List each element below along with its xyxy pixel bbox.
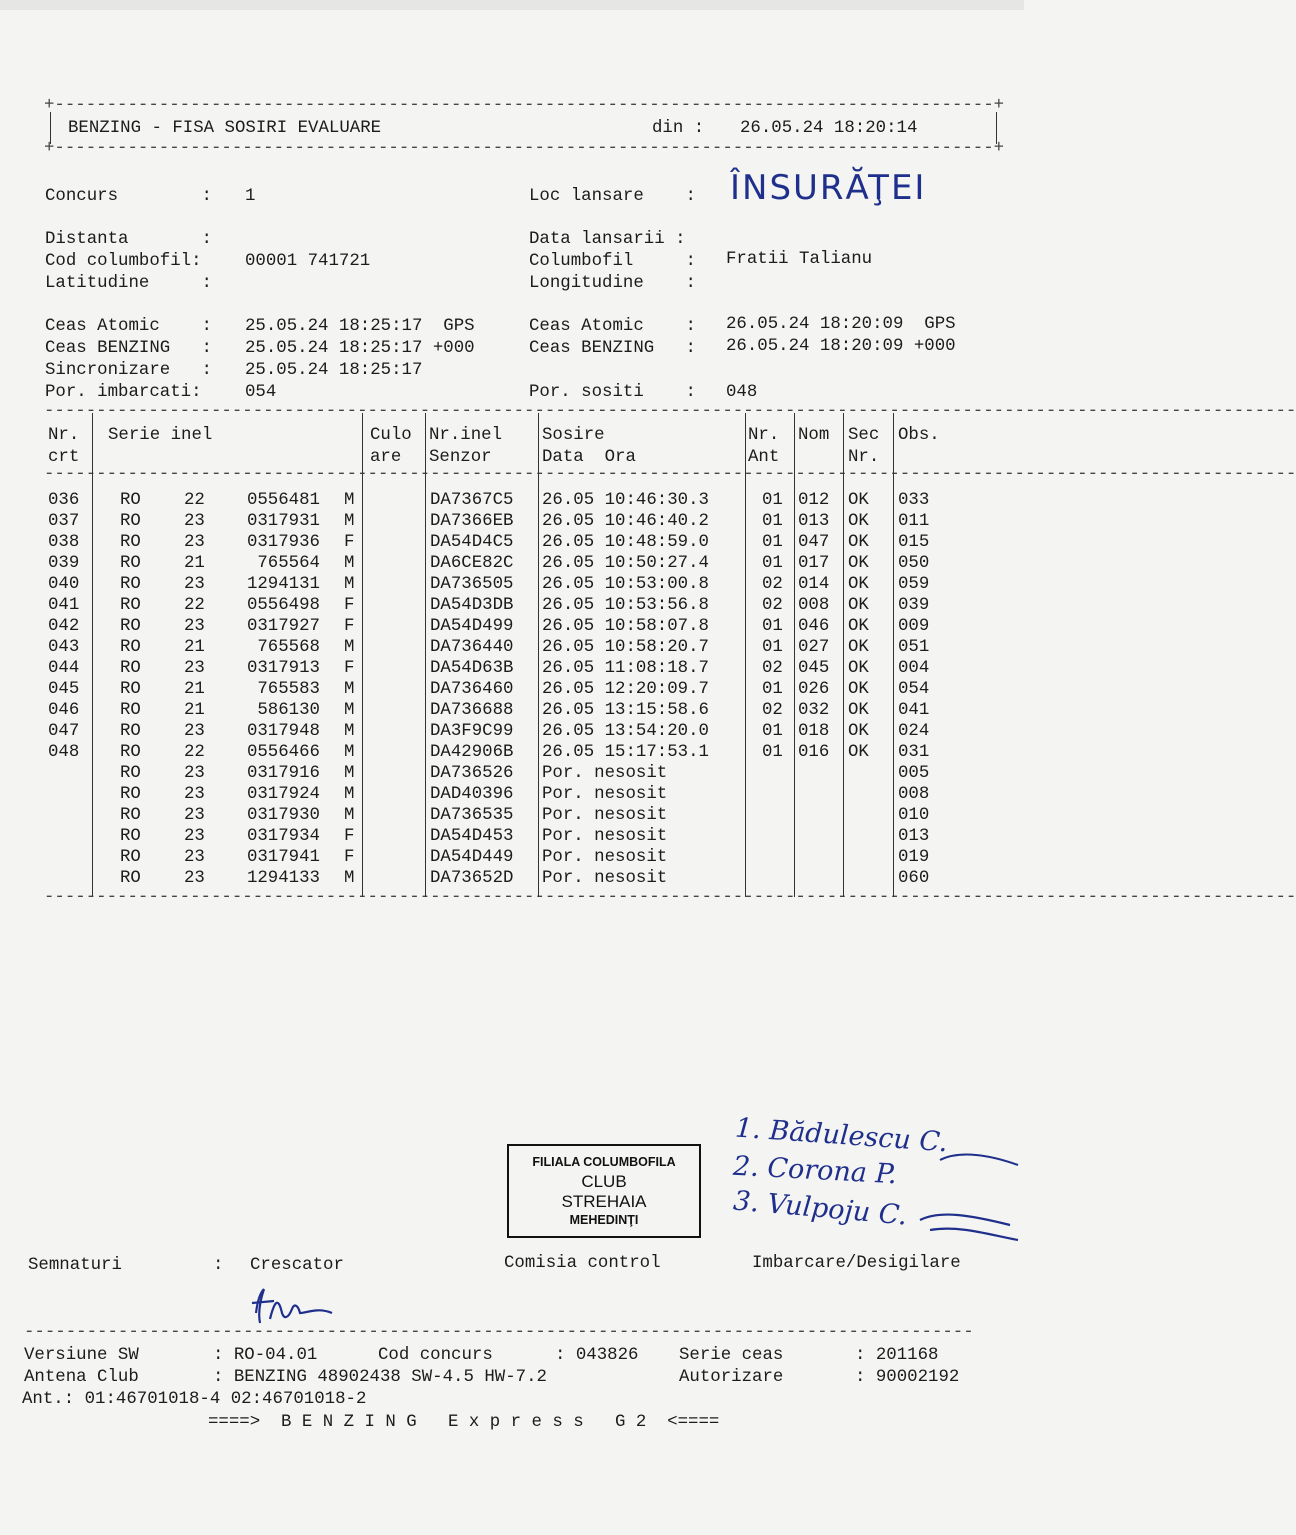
table-cell-nr: 039 xyxy=(48,554,80,573)
table-header-nom1: Nom xyxy=(798,426,830,445)
table-cell-nr: 043 xyxy=(48,638,80,657)
table-column-divider xyxy=(745,413,746,897)
table-cell-sosire: 26.05 15:17:53.1 xyxy=(542,743,709,762)
columbofil-label: Columbofil : xyxy=(529,252,696,271)
cod-columbofil-label: Cod columbofil: xyxy=(45,252,202,271)
table-cell-tara: RO xyxy=(120,512,141,531)
table-bottom-rule: ------------------------------------------------------------------------------------------------------------------------ xyxy=(44,888,1296,907)
table-cell-nom: 014 xyxy=(798,575,830,594)
table-cell-an: 23 xyxy=(184,869,205,888)
table-cell-senzor: DA3F9C99 xyxy=(430,722,514,741)
table-header-culo2: are xyxy=(370,448,402,467)
table-cell-ant: 01 xyxy=(762,743,783,762)
table-cell-an: 23 xyxy=(184,575,205,594)
table-cell-an: 23 xyxy=(184,533,205,552)
table-cell-ant: 01 xyxy=(762,722,783,741)
ceas-benzing-1-label: Ceas BENZING : xyxy=(45,339,212,358)
table-cell-sex: M xyxy=(344,785,355,804)
table-cell-inel: 0317934 xyxy=(246,827,320,846)
table-cell-inel: 1294131 xyxy=(246,575,320,594)
table-cell-nr: 036 xyxy=(48,491,80,510)
table-cell-senzor: DA54D449 xyxy=(430,848,514,867)
table-cell-sex: M xyxy=(344,638,355,657)
stamp-line-4: MEHEDINŢI xyxy=(569,1213,639,1227)
table-cell-inel: 0317941 xyxy=(246,848,320,867)
table-cell-sec: OK xyxy=(848,680,869,699)
table-cell-sex: M xyxy=(344,680,355,699)
table-cell-nr: 048 xyxy=(48,743,80,762)
latitudine-label: Latitudine : xyxy=(45,274,212,293)
table-cell-an: 22 xyxy=(184,743,205,762)
table-cell-nom: 026 xyxy=(798,680,830,699)
table-header-sec2: Nr. xyxy=(848,448,880,467)
table-cell-sex: M xyxy=(344,575,355,594)
table-column-divider xyxy=(92,413,93,897)
concurs-value: 1 xyxy=(245,187,256,206)
table-cell-inel: 0317948 xyxy=(246,722,320,741)
table-cell-inel: 0556481 xyxy=(246,491,320,510)
table-cell-tara: RO xyxy=(120,806,141,825)
table-cell-ant: 01 xyxy=(762,680,783,699)
table-header-serie: Serie inel xyxy=(108,426,213,445)
handwritten-commission-2: 2. Corona P. xyxy=(732,1150,898,1191)
table-cell-obs: 013 xyxy=(898,827,930,846)
table-cell-sosire: Por. nesosit xyxy=(542,848,668,867)
table-cell-nom: 032 xyxy=(798,701,830,720)
table-cell-sec: OK xyxy=(848,575,869,594)
table-header-nrinel2: Senzor xyxy=(429,448,492,467)
table-cell-senzor: DA54D3DB xyxy=(430,596,514,615)
table-cell-an: 22 xyxy=(184,491,205,510)
table-cell-sex: F xyxy=(344,659,355,678)
table-cell-ant: 01 xyxy=(762,638,783,657)
table-cell-obs: 033 xyxy=(898,491,930,510)
table-cell-sex: F xyxy=(344,617,355,636)
table-header-ant2: Ant xyxy=(748,448,780,467)
table-cell-an: 23 xyxy=(184,827,205,846)
table-column-divider xyxy=(425,413,426,897)
table-cell-obs: 004 xyxy=(898,659,930,678)
table-cell-sosire: Por. nesosit xyxy=(542,785,668,804)
antena-label: Antena Club xyxy=(24,1368,139,1387)
signatures-colon: : xyxy=(213,1256,224,1275)
table-cell-tara: RO xyxy=(120,827,141,846)
por-imbarcati-label: Por. imbarcati: xyxy=(45,383,202,402)
table-cell-inel: 0317927 xyxy=(246,617,320,636)
table-cell-sosire: 26.05 10:46:40.2 xyxy=(542,512,709,531)
table-column-divider xyxy=(843,413,844,897)
table-cell-ant: 02 xyxy=(762,701,783,720)
table-cell-sec: OK xyxy=(848,596,869,615)
table-header-rule: ------------------------------------------------------------------------------------------------------------------------ xyxy=(44,465,1296,484)
table-cell-sex: M xyxy=(344,512,355,531)
table-cell-sec: OK xyxy=(848,491,869,510)
table-cell-obs: 039 xyxy=(898,596,930,615)
table-cell-senzor: DA6CE82C xyxy=(430,554,514,573)
table-cell-obs: 054 xyxy=(898,680,930,699)
table-cell-sex: F xyxy=(344,533,355,552)
table-cell-sec: OK xyxy=(848,554,869,573)
table-cell-nom: 013 xyxy=(798,512,830,531)
versiune-label: Versiune SW xyxy=(24,1346,139,1365)
table-header-nrinel1: Nr.inel xyxy=(429,426,503,445)
table-cell-sosire: Por. nesosit xyxy=(542,827,668,846)
table-cell-senzor: DA736460 xyxy=(430,680,514,699)
header-title: BENZING - FISA SOSIRI EVALUARE xyxy=(68,119,382,138)
crescator-label: Crescator xyxy=(250,1256,344,1275)
table-cell-inel: 0317924 xyxy=(246,785,320,804)
ceas-atomic-1-label: Ceas Atomic : xyxy=(45,317,212,336)
table-cell-sec: OK xyxy=(848,659,869,678)
table-cell-sec: OK xyxy=(848,701,869,720)
table-cell-senzor: DA54D63B xyxy=(430,659,514,678)
table-cell-nr: 042 xyxy=(48,617,80,636)
table-cell-senzor: DA54D453 xyxy=(430,827,514,846)
table-cell-senzor: DAD40396 xyxy=(430,785,514,804)
table-cell-sosire: 26.05 10:58:07.8 xyxy=(542,617,709,636)
table-cell-obs: 041 xyxy=(898,701,930,720)
table-cell-senzor: DA736440 xyxy=(430,638,514,657)
table-cell-obs: 060 xyxy=(898,869,930,888)
header-top-border: +------------------------------------------------------------------------------------------+ xyxy=(44,96,1005,115)
table-cell-an: 23 xyxy=(184,617,205,636)
table-cell-senzor: DA736505 xyxy=(430,575,514,594)
table-cell-inel: 765583 xyxy=(257,680,320,699)
stamp-line-3: STREHAIA xyxy=(561,1192,647,1211)
serie-ceas-value: : 201168 xyxy=(855,1346,939,1365)
table-cell-ant: 01 xyxy=(762,533,783,552)
table-cell-sosire: 26.05 10:58:20.7 xyxy=(542,638,709,657)
ceas-atomic-2-value: 26.05.24 18:20:09 GPS xyxy=(726,315,956,334)
table-cell-sex: M xyxy=(344,743,355,762)
table-cell-an: 23 xyxy=(184,512,205,531)
table-cell-obs: 015 xyxy=(898,533,930,552)
table-cell-an: 23 xyxy=(184,764,205,783)
table-cell-tara: RO xyxy=(120,722,141,741)
data-lansarii-label: Data lansarii : xyxy=(529,230,686,249)
table-cell-ant: 02 xyxy=(762,575,783,594)
table-cell-an: 21 xyxy=(184,638,205,657)
table-cell-senzor: DA73652D xyxy=(430,869,514,888)
table-cell-an: 23 xyxy=(184,848,205,867)
table-cell-senzor: DA7366EB xyxy=(430,512,514,531)
table-cell-inel: 765568 xyxy=(257,638,320,657)
table-cell-sex: F xyxy=(344,827,355,846)
table-top-rule: ------------------------------------------------------------------------------------------------------------------------ xyxy=(44,402,1296,421)
table-cell-sex: M xyxy=(344,869,355,888)
table-cell-sosire: Por. nesosit xyxy=(542,869,668,888)
table-cell-sec: OK xyxy=(848,617,869,636)
table-cell-an: 21 xyxy=(184,680,205,699)
table-cell-nom: 018 xyxy=(798,722,830,741)
table-cell-an: 22 xyxy=(184,596,205,615)
table-cell-senzor: DA54D4C5 xyxy=(430,533,514,552)
table-cell-sosire: 26.05 10:48:59.0 xyxy=(542,533,709,552)
table-cell-sex: F xyxy=(344,596,355,615)
table-cell-sex: M xyxy=(344,764,355,783)
table-cell-senzor: DA736526 xyxy=(430,764,514,783)
table-cell-obs: 024 xyxy=(898,722,930,741)
sincronizare-label: Sincronizare : xyxy=(45,361,212,380)
loc-lansare-value: ÎNSURĂŢEI xyxy=(730,168,927,208)
table-cell-ant: 01 xyxy=(762,512,783,531)
table-cell-nom: 017 xyxy=(798,554,830,573)
cod-concurs-label: Cod concurs xyxy=(378,1346,493,1365)
table-cell-sex: M xyxy=(344,701,355,720)
handwritten-signature-strokes xyxy=(900,1140,1024,1260)
table-cell-an: 23 xyxy=(184,785,205,804)
table-cell-obs: 005 xyxy=(898,764,930,783)
table-column-divider xyxy=(794,413,795,897)
table-cell-tara: RO xyxy=(120,848,141,867)
table-cell-tara: RO xyxy=(120,785,141,804)
table-cell-sosire: 26.05 10:53:00.8 xyxy=(542,575,709,594)
table-cell-nr: 044 xyxy=(48,659,80,678)
table-cell-nr: 047 xyxy=(48,722,80,741)
table-header-nr2: crt xyxy=(48,448,80,467)
table-cell-tara: RO xyxy=(120,596,141,615)
autorizare-label: Autorizare xyxy=(679,1368,784,1387)
table-cell-sec: OK xyxy=(848,722,869,741)
table-cell-tara: RO xyxy=(120,764,141,783)
table-cell-nr: 040 xyxy=(48,575,80,594)
table-column-divider xyxy=(362,413,363,897)
table-cell-sosire: 26.05 13:15:58.6 xyxy=(542,701,709,720)
table-cell-nom: 016 xyxy=(798,743,830,762)
table-cell-sec: OK xyxy=(848,533,869,552)
scan-top-band xyxy=(0,0,1024,10)
table-cell-inel: 0317916 xyxy=(246,764,320,783)
club-stamp xyxy=(507,1144,701,1238)
table-cell-sosire: 26.05 10:53:56.8 xyxy=(542,596,709,615)
concurs-label: Concurs : xyxy=(45,187,212,206)
antena-value: : BENZING 48902438 SW-4.5 HW-7.2 xyxy=(213,1368,547,1387)
table-cell-tara: RO xyxy=(120,680,141,699)
table-header-obs1: Obs. xyxy=(898,426,940,445)
table-cell-sex: M xyxy=(344,491,355,510)
table-cell-inel: 0317930 xyxy=(246,806,320,825)
cod-columbofil-value: 00001 741721 xyxy=(245,252,371,271)
table-cell-tara: RO xyxy=(120,701,141,720)
table-cell-obs: 051 xyxy=(898,638,930,657)
table-cell-ant: 01 xyxy=(762,617,783,636)
table-column-divider xyxy=(538,413,539,897)
table-cell-nom: 047 xyxy=(798,533,830,552)
table-cell-nom: 045 xyxy=(798,659,830,678)
table-cell-inel: 586130 xyxy=(257,701,320,720)
versiune-value: : RO-04.01 xyxy=(213,1346,318,1365)
table-cell-ant: 01 xyxy=(762,554,783,573)
ceas-benzing-2-value: 26.05.24 18:20:09 +000 xyxy=(726,337,956,356)
autorizare-value: : 90002192 xyxy=(855,1368,960,1387)
table-cell-nr: 037 xyxy=(48,512,80,531)
table-cell-inel: 0556466 xyxy=(246,743,320,762)
table-header-sec1: Sec xyxy=(848,426,880,445)
table-column-divider xyxy=(893,413,894,897)
table-cell-inel: 765564 xyxy=(257,554,320,573)
table-cell-sosire: 26.05 13:54:20.0 xyxy=(542,722,709,741)
table-cell-inel: 0317931 xyxy=(246,512,320,531)
comisia-control-label: Comisia control xyxy=(504,1254,661,1273)
table-cell-sosire: 26.05 10:50:27.4 xyxy=(542,554,709,573)
stamp-line-2: CLUB xyxy=(581,1172,627,1191)
table-cell-sex: M xyxy=(344,722,355,741)
stamp-line-1: FILIALA COLUMBOFILA xyxy=(532,1155,676,1169)
handwritten-commission-1: 1. Bădulescu C. xyxy=(734,1112,949,1159)
table-cell-nr: 046 xyxy=(48,701,80,720)
por-imbarcati-value: 054 xyxy=(245,383,277,402)
imbarcare-label: Imbarcare/Desigilare xyxy=(752,1254,961,1273)
table-cell-inel: 0556498 xyxy=(246,596,320,615)
table-cell-nom: 027 xyxy=(798,638,830,657)
table-cell-sosire: Por. nesosit xyxy=(542,806,668,825)
table-cell-sex: M xyxy=(344,806,355,825)
table-cell-an: 21 xyxy=(184,701,205,720)
table-cell-nom: 046 xyxy=(798,617,830,636)
table-cell-sosire: 26.05 12:20:09.7 xyxy=(542,680,709,699)
table-cell-sex: F xyxy=(344,848,355,867)
table-cell-obs: 010 xyxy=(898,806,930,825)
table-cell-nom: 012 xyxy=(798,491,830,510)
ceas-benzing-2-label: Ceas BENZING : xyxy=(529,339,696,358)
table-cell-nr: 041 xyxy=(48,596,80,615)
header-bottom-border: +------------------------------------------------------------------------------------------+ xyxy=(44,139,1005,158)
table-header-ant1: Nr. xyxy=(748,426,780,445)
distanta-label: Distanta : xyxy=(45,230,212,249)
table-cell-tara: RO xyxy=(120,575,141,594)
table-cell-tara: RO xyxy=(120,869,141,888)
table-cell-obs: 031 xyxy=(898,743,930,762)
table-cell-nr: 045 xyxy=(48,680,80,699)
table-cell-an: 23 xyxy=(184,659,205,678)
header-datetime: 26.05.24 18:20:14 xyxy=(740,119,918,138)
table-cell-an: 23 xyxy=(184,722,205,741)
table-cell-sosire: Por. nesosit xyxy=(542,764,668,783)
ant-line: Ant.: 01:46701018-4 02:46701018-2 xyxy=(22,1390,367,1409)
table-cell-obs: 050 xyxy=(898,554,930,573)
table-cell-ant: 02 xyxy=(762,596,783,615)
table-cell-sec: OK xyxy=(848,743,869,762)
table-cell-obs: 059 xyxy=(898,575,930,594)
table-cell-nr: 038 xyxy=(48,533,80,552)
table-cell-ant: 02 xyxy=(762,659,783,678)
longitudine-label: Longitudine : xyxy=(529,274,696,293)
ceas-atomic-2-label: Ceas Atomic : xyxy=(529,317,696,336)
table-cell-sex: M xyxy=(344,554,355,573)
table-cell-inel: 1294133 xyxy=(246,869,320,888)
table-cell-obs: 009 xyxy=(898,617,930,636)
table-cell-obs: 011 xyxy=(898,512,930,531)
table-header-sosire2: Data Ora xyxy=(542,448,636,467)
table-cell-obs: 008 xyxy=(898,785,930,804)
table-cell-senzor: DA42906B xyxy=(430,743,514,762)
table-cell-tara: RO xyxy=(120,554,141,573)
table-header-sosire1: Sosire xyxy=(542,426,605,445)
por-sositi-value: 048 xyxy=(726,383,758,402)
express-banner: ====> B E N Z I N G E x p r e s s G 2 <==== xyxy=(208,1413,720,1432)
table-cell-tara: RO xyxy=(120,491,141,510)
table-cell-nom: 008 xyxy=(798,596,830,615)
table-cell-sosire: 26.05 11:08:18.7 xyxy=(542,659,709,678)
table-cell-tara: RO xyxy=(120,659,141,678)
table-cell-senzor: DA736688 xyxy=(430,701,514,720)
signatures-label: Semnaturi xyxy=(28,1256,122,1275)
serie-ceas-label: Serie ceas xyxy=(679,1346,784,1365)
cod-concurs-value: : 043826 xyxy=(555,1346,639,1365)
table-cell-tara: RO xyxy=(120,638,141,657)
table-cell-obs: 019 xyxy=(898,848,930,867)
table-cell-sosire: 26.05 10:46:30.3 xyxy=(542,491,709,510)
table-cell-inel: 0317936 xyxy=(246,533,320,552)
loc-lansare-label: Loc lansare : xyxy=(529,187,696,206)
table-cell-tara: RO xyxy=(120,533,141,552)
header-date-label: din : xyxy=(652,119,705,138)
table-cell-tara: RO xyxy=(120,743,141,762)
table-cell-sec: OK xyxy=(848,638,869,657)
table-cell-an: 21 xyxy=(184,554,205,573)
table-cell-senzor: DA54D499 xyxy=(430,617,514,636)
table-cell-senzor: DA736535 xyxy=(430,806,514,825)
ceas-benzing-1-value: 25.05.24 18:25:17 +000 xyxy=(245,339,475,358)
columbofil-value: Fratii Talianu xyxy=(726,250,873,269)
handwritten-commission-3: 3. Vulpoju C. xyxy=(731,1185,909,1232)
sincronizare-value: 25.05.24 18:25:17 xyxy=(245,361,423,380)
por-sositi-label: Por. sositi : xyxy=(529,383,696,402)
table-cell-sec: OK xyxy=(848,512,869,531)
table-cell-ant: 01 xyxy=(762,491,783,510)
table-header-nr1: Nr. xyxy=(48,426,80,445)
ceas-atomic-1-value: 25.05.24 18:25:17 GPS xyxy=(245,317,475,336)
table-header-culo1: Culo xyxy=(370,426,412,445)
table-cell-inel: 0317913 xyxy=(246,659,320,678)
footer-separator: ------------------------------------------------------------------------------------------- xyxy=(24,1323,974,1342)
table-cell-an: 23 xyxy=(184,806,205,825)
table-cell-tara: RO xyxy=(120,617,141,636)
table-cell-senzor: DA7367C5 xyxy=(430,491,514,510)
